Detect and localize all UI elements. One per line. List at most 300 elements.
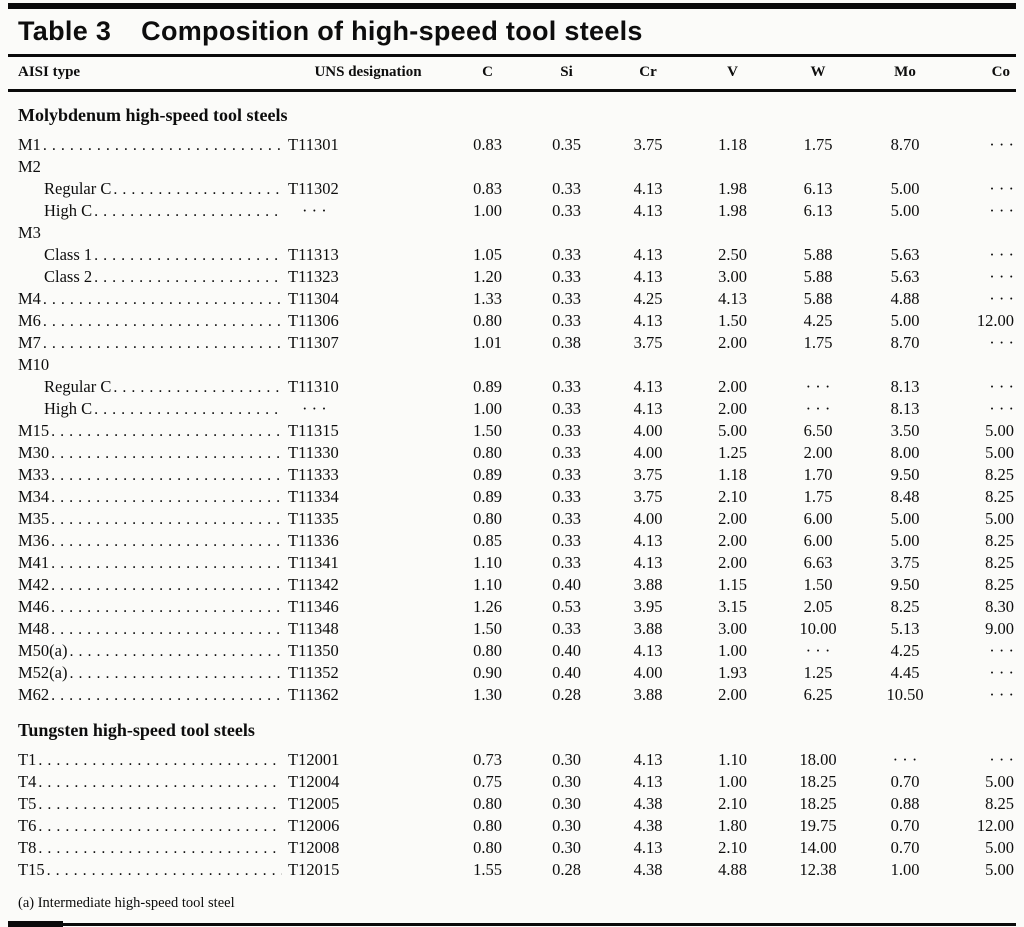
dot-leader bbox=[51, 685, 282, 705]
value-cell: 6.00 bbox=[803, 509, 833, 528]
value-cell: 3.15 bbox=[718, 597, 747, 616]
value-cell: 0.70 bbox=[890, 772, 920, 791]
aisi-type-label: M4 bbox=[18, 289, 41, 308]
value-cell: 4.88 bbox=[718, 860, 747, 879]
value-cell: 1.25 bbox=[718, 443, 747, 462]
dot-leader bbox=[38, 838, 282, 858]
value-cell: 0.28 bbox=[552, 685, 581, 704]
table-row bbox=[8, 245, 1016, 267]
table-row bbox=[8, 575, 1016, 597]
value-cell: 12.38 bbox=[799, 860, 837, 879]
aisi-type-cell bbox=[18, 223, 288, 243]
value-cell: 1.75 bbox=[803, 135, 833, 154]
dot-leader bbox=[94, 399, 282, 419]
table-row bbox=[8, 641, 1016, 663]
value-cell: 6.13 bbox=[803, 179, 833, 198]
dot-leader bbox=[51, 531, 282, 551]
value-cell: · · · bbox=[989, 663, 1014, 682]
column-header-uns: UNS designation bbox=[314, 64, 422, 80]
value-cell: 0.85 bbox=[473, 531, 502, 550]
table-title-text: Composition of high-speed tool steels bbox=[141, 16, 643, 46]
value-cell: 0.83 bbox=[473, 135, 502, 154]
dot-leader bbox=[94, 201, 282, 221]
dot-leader bbox=[51, 487, 282, 507]
value-cell: 4.13 bbox=[633, 377, 663, 396]
value-cell: 4.38 bbox=[633, 794, 663, 813]
table-row bbox=[8, 289, 1016, 311]
value-cell: 8.25 bbox=[985, 487, 1014, 506]
value-cell: 5.63 bbox=[890, 245, 920, 264]
dot-leader bbox=[43, 311, 282, 331]
aisi-type-cell bbox=[18, 531, 288, 551]
value-cell: 4.45 bbox=[890, 663, 920, 682]
aisi-type-cell bbox=[18, 333, 288, 353]
dot-leader bbox=[43, 135, 282, 155]
value-cell: 0.53 bbox=[552, 597, 581, 616]
value-cell: 1.15 bbox=[718, 575, 747, 594]
value-cell: 2.50 bbox=[718, 245, 747, 264]
group-row bbox=[8, 157, 1016, 179]
value-cell: 0.80 bbox=[473, 509, 502, 528]
aisi-type-label: M15 bbox=[18, 421, 50, 440]
aisi-type-label: Class 1 bbox=[44, 245, 93, 264]
uns-cell: T11362 bbox=[288, 685, 339, 704]
aisi-type-cell bbox=[18, 838, 288, 858]
column-header-aisi-type: AISI type bbox=[18, 64, 81, 80]
value-cell: 4.13 bbox=[633, 399, 663, 418]
value-cell: 8.00 bbox=[890, 443, 920, 462]
value-cell: 4.25 bbox=[803, 311, 833, 330]
aisi-type-label: M2 bbox=[18, 157, 41, 176]
value-cell: 5.00 bbox=[718, 421, 747, 440]
value-cell: 8.25 bbox=[985, 465, 1014, 484]
aisi-type-label: M1 bbox=[18, 135, 41, 154]
aisi-type-cell bbox=[18, 311, 288, 331]
value-cell: 2.00 bbox=[718, 685, 747, 704]
section-header: Molybdenum high-speed tool steels bbox=[18, 105, 288, 125]
value-cell: 6.25 bbox=[803, 685, 833, 704]
value-cell: 2.10 bbox=[718, 794, 747, 813]
uns-cell: T11336 bbox=[288, 531, 339, 550]
dot-leader bbox=[51, 443, 282, 463]
value-cell: 0.80 bbox=[473, 641, 502, 660]
value-cell: 1.00 bbox=[718, 641, 747, 660]
value-cell: 4.13 bbox=[633, 553, 663, 572]
value-cell: 6.13 bbox=[803, 201, 833, 220]
dot-leader bbox=[51, 509, 282, 529]
value-cell: 0.33 bbox=[552, 267, 581, 286]
value-cell: 2.00 bbox=[803, 443, 833, 462]
value-cell: 1.75 bbox=[803, 333, 833, 352]
value-cell: 2.00 bbox=[718, 399, 747, 418]
table-row bbox=[8, 619, 1016, 641]
value-cell: 4.88 bbox=[890, 289, 920, 308]
aisi-type-cell bbox=[18, 685, 288, 705]
dot-leader bbox=[51, 421, 282, 441]
rule-below-header bbox=[8, 89, 1016, 92]
value-cell: 18.00 bbox=[799, 750, 837, 769]
dot-leader bbox=[51, 553, 282, 573]
value-cell: 1.10 bbox=[473, 553, 502, 572]
aisi-type-label: M33 bbox=[18, 465, 50, 484]
uns-cell: T11350 bbox=[288, 641, 339, 660]
section-header: Tungsten high-speed tool steels bbox=[18, 720, 255, 740]
table-row bbox=[8, 311, 1016, 333]
value-cell: · · · bbox=[989, 245, 1014, 264]
uns-cell: T11307 bbox=[288, 333, 339, 352]
value-cell: 4.00 bbox=[633, 421, 663, 440]
value-cell: 8.48 bbox=[890, 487, 920, 506]
value-cell: · · · bbox=[989, 641, 1014, 660]
value-cell: 3.75 bbox=[633, 333, 663, 352]
value-cell: 9.50 bbox=[890, 575, 920, 594]
value-cell: 0.33 bbox=[552, 201, 581, 220]
value-cell: 6.50 bbox=[803, 421, 833, 440]
value-cell: 5.88 bbox=[803, 289, 833, 308]
table-row bbox=[8, 685, 1016, 707]
value-cell: 1.55 bbox=[473, 860, 502, 879]
aisi-type-cell bbox=[18, 575, 288, 595]
aisi-type-label: M34 bbox=[18, 487, 50, 506]
aisi-type-label: M46 bbox=[18, 597, 50, 616]
value-cell: 0.70 bbox=[890, 838, 920, 857]
aisi-type-label: T5 bbox=[18, 794, 37, 813]
dot-leader bbox=[94, 267, 282, 287]
value-cell: 3.88 bbox=[633, 575, 663, 594]
value-cell: 1.50 bbox=[718, 311, 747, 330]
value-cell: 2.10 bbox=[718, 838, 747, 857]
value-cell: 0.33 bbox=[552, 553, 581, 572]
value-cell: 12.00 bbox=[976, 816, 1014, 835]
uns-cell: T11302 bbox=[288, 179, 339, 198]
aisi-type-label: High C bbox=[44, 201, 93, 220]
aisi-type-cell bbox=[18, 553, 288, 573]
value-cell: 5.00 bbox=[985, 421, 1014, 440]
aisi-type-label: M30 bbox=[18, 443, 50, 462]
dot-leader bbox=[38, 772, 282, 792]
table-row bbox=[8, 399, 1016, 421]
value-cell: · · · bbox=[989, 333, 1014, 352]
value-cell: 14.00 bbox=[799, 838, 837, 857]
value-cell: 10.00 bbox=[799, 619, 837, 638]
value-cell: · · · bbox=[989, 377, 1014, 396]
aisi-type-label: T8 bbox=[18, 838, 37, 857]
dot-leader bbox=[113, 377, 282, 397]
value-cell: 0.33 bbox=[552, 619, 581, 638]
value-cell: 0.33 bbox=[552, 421, 581, 440]
aisi-type-cell bbox=[18, 179, 288, 199]
value-cell: 4.00 bbox=[633, 443, 663, 462]
value-cell: 0.38 bbox=[552, 333, 581, 352]
dot-leader bbox=[38, 750, 282, 770]
uns-cell: T11313 bbox=[288, 245, 339, 264]
dot-leader bbox=[94, 245, 282, 265]
aisi-type-cell bbox=[18, 619, 288, 639]
value-cell: 0.33 bbox=[552, 179, 581, 198]
value-cell: 5.00 bbox=[890, 179, 920, 198]
value-cell: 1.26 bbox=[473, 597, 502, 616]
value-cell: 0.40 bbox=[552, 663, 581, 682]
aisi-type-cell bbox=[18, 289, 288, 309]
uns-cell: T12005 bbox=[288, 794, 340, 813]
value-cell: 0.70 bbox=[890, 816, 920, 835]
aisi-type-cell bbox=[18, 750, 288, 770]
table-row bbox=[8, 750, 1016, 772]
table-row bbox=[8, 487, 1016, 509]
value-cell: 5.00 bbox=[985, 772, 1014, 791]
value-cell: 4.13 bbox=[633, 245, 663, 264]
value-cell: 8.13 bbox=[890, 377, 920, 396]
value-cell: 9.00 bbox=[985, 619, 1014, 638]
value-cell: 2.00 bbox=[718, 509, 747, 528]
value-cell: 1.05 bbox=[473, 245, 502, 264]
value-cell: 19.75 bbox=[799, 816, 837, 835]
aisi-type-cell bbox=[18, 377, 288, 397]
value-cell: 5.00 bbox=[890, 201, 920, 220]
value-cell: 3.95 bbox=[633, 597, 663, 616]
uns-cell: · · · bbox=[302, 201, 327, 220]
aisi-type-label: Regular C bbox=[44, 377, 112, 396]
aisi-type-label: M50(a) bbox=[18, 641, 68, 660]
value-cell: 4.00 bbox=[633, 509, 663, 528]
column-header-w: W bbox=[810, 64, 826, 80]
aisi-type-cell bbox=[18, 267, 288, 287]
column-header-co: Co bbox=[991, 64, 1010, 80]
value-cell: 0.80 bbox=[473, 816, 502, 835]
value-cell: · · · bbox=[805, 399, 831, 418]
column-header-mo: Mo bbox=[894, 64, 916, 80]
value-cell: 3.75 bbox=[633, 135, 663, 154]
value-cell: · · · bbox=[805, 641, 831, 660]
value-cell: 0.33 bbox=[552, 443, 581, 462]
aisi-type-cell bbox=[18, 157, 288, 177]
table-row bbox=[8, 333, 1016, 355]
aisi-type-cell bbox=[18, 509, 288, 529]
value-cell: · · · bbox=[989, 399, 1014, 418]
value-cell: · · · bbox=[989, 267, 1014, 286]
table-row bbox=[8, 772, 1016, 794]
uns-cell: T11335 bbox=[288, 509, 339, 528]
value-cell: 0.33 bbox=[552, 377, 581, 396]
value-cell: 0.28 bbox=[552, 860, 581, 879]
table-row bbox=[8, 531, 1016, 553]
aisi-type-cell bbox=[18, 421, 288, 441]
value-cell: 5.88 bbox=[803, 267, 833, 286]
value-cell: 3.75 bbox=[890, 553, 920, 572]
value-cell: 8.25 bbox=[985, 531, 1014, 550]
value-cell: 5.13 bbox=[890, 619, 920, 638]
value-cell: 8.13 bbox=[890, 399, 920, 418]
value-cell: 2.05 bbox=[803, 597, 833, 616]
dot-leader bbox=[51, 575, 282, 595]
aisi-type-label: M36 bbox=[18, 531, 50, 550]
aisi-type-cell bbox=[18, 135, 288, 155]
value-cell: 0.75 bbox=[473, 772, 502, 791]
value-cell: · · · bbox=[989, 201, 1014, 220]
value-cell: 8.30 bbox=[985, 597, 1014, 616]
table-row bbox=[8, 838, 1016, 860]
value-cell: 0.89 bbox=[473, 377, 502, 396]
value-cell: 4.13 bbox=[633, 772, 663, 791]
value-cell: 18.25 bbox=[799, 794, 837, 813]
bottom-rule bbox=[8, 923, 1016, 926]
uns-cell: T11330 bbox=[288, 443, 339, 462]
value-cell: 2.00 bbox=[718, 553, 747, 572]
value-cell: 2.00 bbox=[718, 531, 747, 550]
value-cell: 3.00 bbox=[718, 619, 747, 638]
column-header-c: C bbox=[482, 64, 493, 80]
aisi-type-label: Regular C bbox=[44, 179, 112, 198]
aisi-type-cell bbox=[18, 663, 288, 683]
dot-leader bbox=[51, 619, 282, 639]
aisi-type-label: M6 bbox=[18, 311, 41, 330]
value-cell: 0.33 bbox=[552, 509, 581, 528]
aisi-type-cell bbox=[18, 355, 288, 375]
value-cell: 0.33 bbox=[552, 311, 581, 330]
value-cell: 10.50 bbox=[886, 685, 924, 704]
value-cell: 9.50 bbox=[890, 465, 920, 484]
aisi-type-cell bbox=[18, 399, 288, 419]
table-row bbox=[8, 201, 1016, 223]
value-cell: 0.80 bbox=[473, 794, 502, 813]
value-cell: 1.30 bbox=[473, 685, 502, 704]
value-cell: 0.30 bbox=[552, 794, 581, 813]
value-cell: 0.30 bbox=[552, 772, 581, 791]
value-cell: 1.50 bbox=[473, 619, 502, 638]
aisi-type-cell bbox=[18, 245, 288, 265]
uns-cell: T12006 bbox=[288, 816, 340, 835]
aisi-type-label: M52(a) bbox=[18, 663, 68, 682]
uns-cell: T11352 bbox=[288, 663, 339, 682]
value-cell: 4.13 bbox=[633, 641, 663, 660]
value-cell: 3.88 bbox=[633, 685, 663, 704]
aisi-type-label: M62 bbox=[18, 685, 50, 704]
aisi-type-label: T6 bbox=[18, 816, 37, 835]
value-cell: 0.33 bbox=[552, 487, 581, 506]
value-cell: 0.33 bbox=[552, 399, 581, 418]
value-cell: 0.35 bbox=[552, 135, 581, 154]
value-cell: 8.70 bbox=[890, 135, 920, 154]
table-row bbox=[8, 509, 1016, 531]
aisi-type-label: M41 bbox=[18, 553, 50, 572]
value-cell: 0.33 bbox=[552, 289, 581, 308]
value-cell: 4.38 bbox=[633, 860, 663, 879]
table-row bbox=[8, 135, 1016, 157]
value-cell: · · · bbox=[989, 750, 1014, 769]
table-title bbox=[8, 16, 1016, 47]
dot-leader bbox=[51, 597, 282, 617]
value-cell: 1.98 bbox=[718, 201, 747, 220]
top-bar-rule bbox=[8, 3, 1016, 9]
uns-cell: T11315 bbox=[288, 421, 339, 440]
value-cell: 5.00 bbox=[985, 509, 1014, 528]
table-footnote: (a) Intermediate high-speed tool steel bbox=[18, 895, 235, 911]
aisi-type-label: M35 bbox=[18, 509, 50, 528]
value-cell: 5.00 bbox=[890, 311, 920, 330]
table-row bbox=[8, 553, 1016, 575]
aisi-type-cell bbox=[18, 201, 288, 221]
uns-cell: T11304 bbox=[288, 289, 339, 308]
uns-cell: T11333 bbox=[288, 465, 339, 484]
table-header-row bbox=[8, 57, 1016, 89]
value-cell: 4.38 bbox=[633, 816, 663, 835]
value-cell: 0.40 bbox=[552, 575, 581, 594]
value-cell: 12.00 bbox=[976, 311, 1014, 330]
aisi-type-cell bbox=[18, 816, 288, 836]
value-cell: 5.63 bbox=[890, 267, 920, 286]
value-cell: 8.25 bbox=[985, 794, 1014, 813]
value-cell: 3.50 bbox=[890, 421, 920, 440]
value-cell: 0.40 bbox=[552, 641, 581, 660]
table-row bbox=[8, 794, 1016, 816]
value-cell: 1.50 bbox=[473, 421, 502, 440]
value-cell: 1.10 bbox=[718, 750, 747, 769]
value-cell: 5.88 bbox=[803, 245, 833, 264]
aisi-type-cell bbox=[18, 597, 288, 617]
value-cell: 0.33 bbox=[552, 245, 581, 264]
value-cell: · · · bbox=[989, 289, 1014, 308]
value-cell: 3.88 bbox=[633, 619, 663, 638]
value-cell: 4.13 bbox=[633, 750, 663, 769]
value-cell: 0.80 bbox=[473, 838, 502, 857]
dot-leader bbox=[69, 641, 282, 661]
value-cell: 1.50 bbox=[803, 575, 833, 594]
aisi-type-label: T4 bbox=[18, 772, 37, 791]
value-cell: 4.13 bbox=[633, 311, 663, 330]
uns-cell: T12015 bbox=[288, 860, 340, 879]
value-cell: 0.80 bbox=[473, 311, 502, 330]
value-cell: 3.75 bbox=[633, 487, 663, 506]
aisi-type-label: M3 bbox=[18, 223, 41, 242]
value-cell: 5.00 bbox=[890, 531, 920, 550]
value-cell: 18.25 bbox=[799, 772, 837, 791]
value-cell: 4.00 bbox=[633, 663, 663, 682]
value-cell: 6.63 bbox=[803, 553, 833, 572]
dot-leader bbox=[43, 333, 282, 353]
column-header-si: Si bbox=[560, 64, 573, 80]
aisi-type-label: T15 bbox=[18, 860, 45, 879]
value-cell: 1.18 bbox=[718, 465, 747, 484]
dot-leader bbox=[51, 465, 282, 485]
value-cell: 8.25 bbox=[890, 597, 920, 616]
value-cell: 8.70 bbox=[890, 333, 920, 352]
value-cell: 0.33 bbox=[552, 531, 581, 550]
value-cell: · · · bbox=[989, 685, 1014, 704]
table-row bbox=[8, 267, 1016, 289]
value-cell: 1.93 bbox=[718, 663, 747, 682]
column-header-cr: Cr bbox=[639, 64, 657, 80]
value-cell: · · · bbox=[989, 179, 1014, 198]
uns-cell: T11334 bbox=[288, 487, 339, 506]
table-row bbox=[8, 421, 1016, 443]
table-row bbox=[8, 816, 1016, 838]
value-cell: 5.00 bbox=[890, 509, 920, 528]
value-cell: 0.90 bbox=[473, 663, 502, 682]
uns-cell: T11310 bbox=[288, 377, 339, 396]
uns-cell: T12001 bbox=[288, 750, 340, 769]
aisi-type-cell bbox=[18, 772, 288, 792]
value-cell: 4.25 bbox=[633, 289, 663, 308]
value-cell: 1.01 bbox=[473, 333, 502, 352]
aisi-type-cell bbox=[18, 443, 288, 463]
value-cell: · · · bbox=[892, 750, 918, 769]
uns-cell: T11323 bbox=[288, 267, 339, 286]
value-cell: 4.13 bbox=[633, 531, 663, 550]
uns-cell: T12004 bbox=[288, 772, 340, 791]
value-cell: 0.83 bbox=[473, 179, 502, 198]
value-cell: 0.30 bbox=[552, 750, 581, 769]
dot-leader bbox=[38, 816, 282, 836]
